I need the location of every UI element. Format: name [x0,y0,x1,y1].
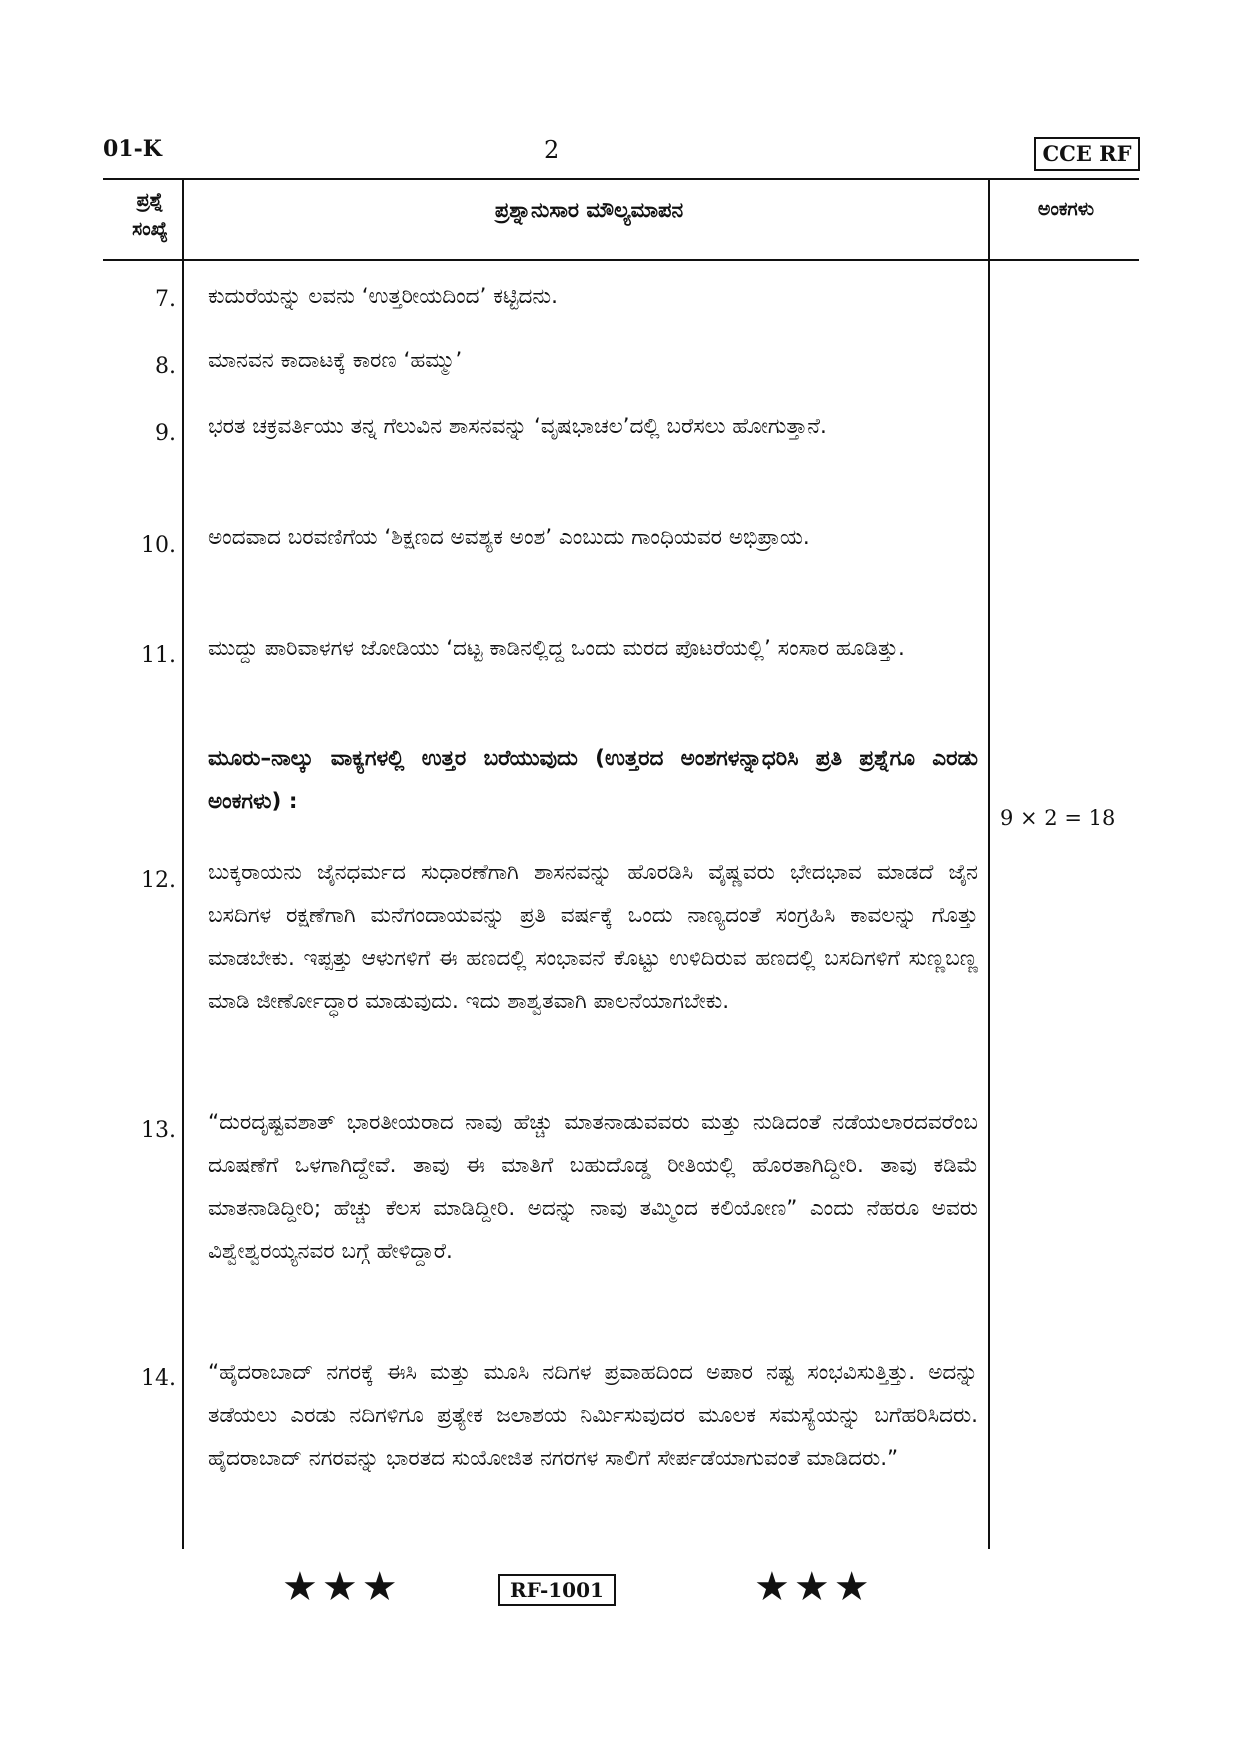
answer-8: ಮಾನವನ ಕಾದಾಟಕ್ಕೆ ಕಾರಣ ‘ಹಮ್ಮು’ [208,348,463,373]
answer-7: ಕುದುರೆಯನ್ನು ಲವನು ‘ಉತ್ತರೀಯದಿಂದ’ ಕಟ್ಟಿದನು. [208,284,558,309]
page-number: 2 [544,136,560,164]
answer-9: ಭರತ ಚಕ್ರವರ್ತಿಯು ತನ್ನ ಗೆಲುವಿನ ಶಾಸನವನ್ನು ‘ವೃಷಭಾಚಲ’ದಲ್ಲಿ ಬರೆಸಲು ಹೋಗುತ್ತಾನೆ. [208,414,827,439]
table-col-divider-right [988,178,990,1549]
answer-10: ಅಂದವಾದ ಬರವಣಿಗೆಯ ‘ಶಿಕ್ಷಣದ ಅವಶ್ಯಕ ಅಂಶ’ ಎಂಬುದು ಗಾಂಧಿಯವರ ಅಭಿಪ್ರಾಯ. [208,525,810,550]
paper-type-box: CCE RF [1034,137,1140,171]
section-marks: 9 × 2 = 18 [1000,806,1116,830]
question-number-11: 11. [141,643,176,668]
question-number-column-header [120,186,180,244]
question-number-13: 13. [141,1118,176,1143]
table-header-rule [103,259,1139,261]
answer-14: “ಹೈದರಾಬಾದ್ ನಗರಕ್ಕೆ ಈಸಿ ಮತ್ತು ಮೂಸಿ ನದಿಗಳ ಪ್ರವಾಹದಿಂದ ಅಪಾರ ನಷ್ಟ ಸಂಭವಿಸುತ್ತಿತ್ತು. ಅದನ್ನು ತಡೆಯಲು ಎರಡು ನದಿಗಳಿಗೂ ಪ್ರತ್ಯೇಕ ಜಲಾಶಯ ನಿರ್ಮಿಸುವುದರ ಮೂಲಕ ಸಮಸ್ಯೆಯನ್ನು ಬಗೆಹರಿಸಿದರು. ಹೈದರಾಬಾದ್ ನಗರವನ್ನು ಭಾರತದ ಸುಯೋಜಿತ ನಗರಗಳ ಸಾಲಿಗೆ ಸೇರ್ಪಡೆಯಾಗುವಂತೆ ಮಾಡಿದರು.” [208,1360,978,1471]
table-top-rule [103,178,1139,180]
question-number-8: 8. [155,354,176,379]
question-col-line1: ಪ್ರಶ್ನೆ [136,189,164,211]
section-instruction: ಮೂರು–ನಾಲ್ಕು ವಾಕ್ಯಗಳಲ್ಲಿ ಉತ್ತರ ಬರೆಯುವುದು (ಉತ್ತರದ ಅಂಶಗಳನ್ನಾಧರಿಸಿ ಪ್ರತಿ ಪ್ರಶ್ನೆಗೂ ಎರಡು ಅಂಕಗಳು) : [208,746,978,814]
question-number-7: 7. [155,287,176,312]
table-col-divider-left [182,178,184,1549]
marks-column-header: ಅಂಕಗಳು [1037,198,1095,220]
answer-12: ಬುಕ್ಕರಾಯನು ಜೈನಧರ್ಮದ ಸುಧಾರಣೆಗಾಗಿ ಶಾಸನವನ್ನು ಹೊರಡಿಸಿ ವೈಷ್ಣವರು ಭೇದಭಾವ ಮಾಡದೆ ಜೈನ ಬಸದಿಗಳ ರಕ್ಷಣೆಗಾಗಿ ಮನೆಗಂದಾಯವನ್ನು ಪ್ರತಿ ವರ್ಷಕ್ಕೆ ಒಂದು ನಾಣ್ಯದಂತೆ ಸಂಗ್ರಹಿಸಿ ಕಾವಲನ್ನು ಗೊತ್ತು ಮಾಡಬೇಕು. ಇಪ್ಪತ್ತು ಆಳುಗಳಿಗೆ ಈ ಹಣದಲ್ಲಿ ಸಂಭಾವನೆ ಕೊಟ್ಟು ಉಳಿದಿರುವ ಹಣದಲ್ಲಿ ಬಸದಿಗಳಿಗೆ ಸುಣ್ಣಬಣ್ಣ ಮಾಡಿ ಜೀರ್ಣೋದ್ಧಾರ ಮಾಡುವುದು. ಇದು ಶಾಶ್ವತವಾಗಿ ಪಾಲನೆಯಾಗಬೇಕು. [208,860,978,1014]
question-number-10: 10. [141,533,176,558]
paper-code: 01-K [103,136,162,162]
footer-code-box: RF-1001 [498,1574,616,1606]
question-col-line2: ಸಂಖ್ಯೆ [132,218,168,240]
answer-11: ಮುದ್ದು ಪಾರಿವಾಳಗಳ ಜೋಡಿಯು ‘ದಟ್ಟ ಕಾಡಿನಲ್ಲಿದ್ದ ಒಂದು ಮರದ ಪೊಟರೆಯಲ್ಲಿ’ ಸಂಸಾರ ಹೂಡಿತ್ತು. [208,636,905,661]
evaluation-column-header: ಪ್ರಶ್ನಾನುಸಾರ ಮೌಲ್ಯಮಾಪನ [494,198,684,222]
question-number-12: 12. [141,868,176,893]
footer-stars-right: ★★★ [754,1564,874,1610]
question-number-14: 14. [141,1366,176,1391]
answer-13: “ದುರದೃಷ್ಟವಶಾತ್ ಭಾರತೀಯರಾದ ನಾವು ಹೆಚ್ಚು ಮಾತನಾಡುವವರು ಮತ್ತು ನುಡಿದಂತೆ ನಡೆಯಲಾರದವರೆಂಬ ದೂಷಣೆಗೆ ಒಳಗಾಗಿದ್ದೇವೆ. ತಾವು ಈ ಮಾತಿಗೆ ಬಹುದೊಡ್ಡ ರೀತಿಯಲ್ಲಿ ಹೊರತಾಗಿದ್ದೀರಿ. ತಾವು ಕಡಿಮೆ ಮಾತನಾಡಿದ್ದೀರಿ; ಹೆಚ್ಚು ಕೆಲಸ ಮಾಡಿದ್ದೀರಿ. ಅದನ್ನು ನಾವು ತಮ್ಮಿಂದ ಕಲಿಯೋಣ” ಎಂದು ನೆಹರೂ ಅವರು ವಿಶ್ವೇಶ್ವರಯ್ಯನವರ ಬಗ್ಗೆ ಹೇಳಿದ್ದಾರೆ. [208,1110,978,1264]
question-number-9: 9. [155,421,176,446]
footer-stars-left: ★★★ [282,1564,402,1610]
